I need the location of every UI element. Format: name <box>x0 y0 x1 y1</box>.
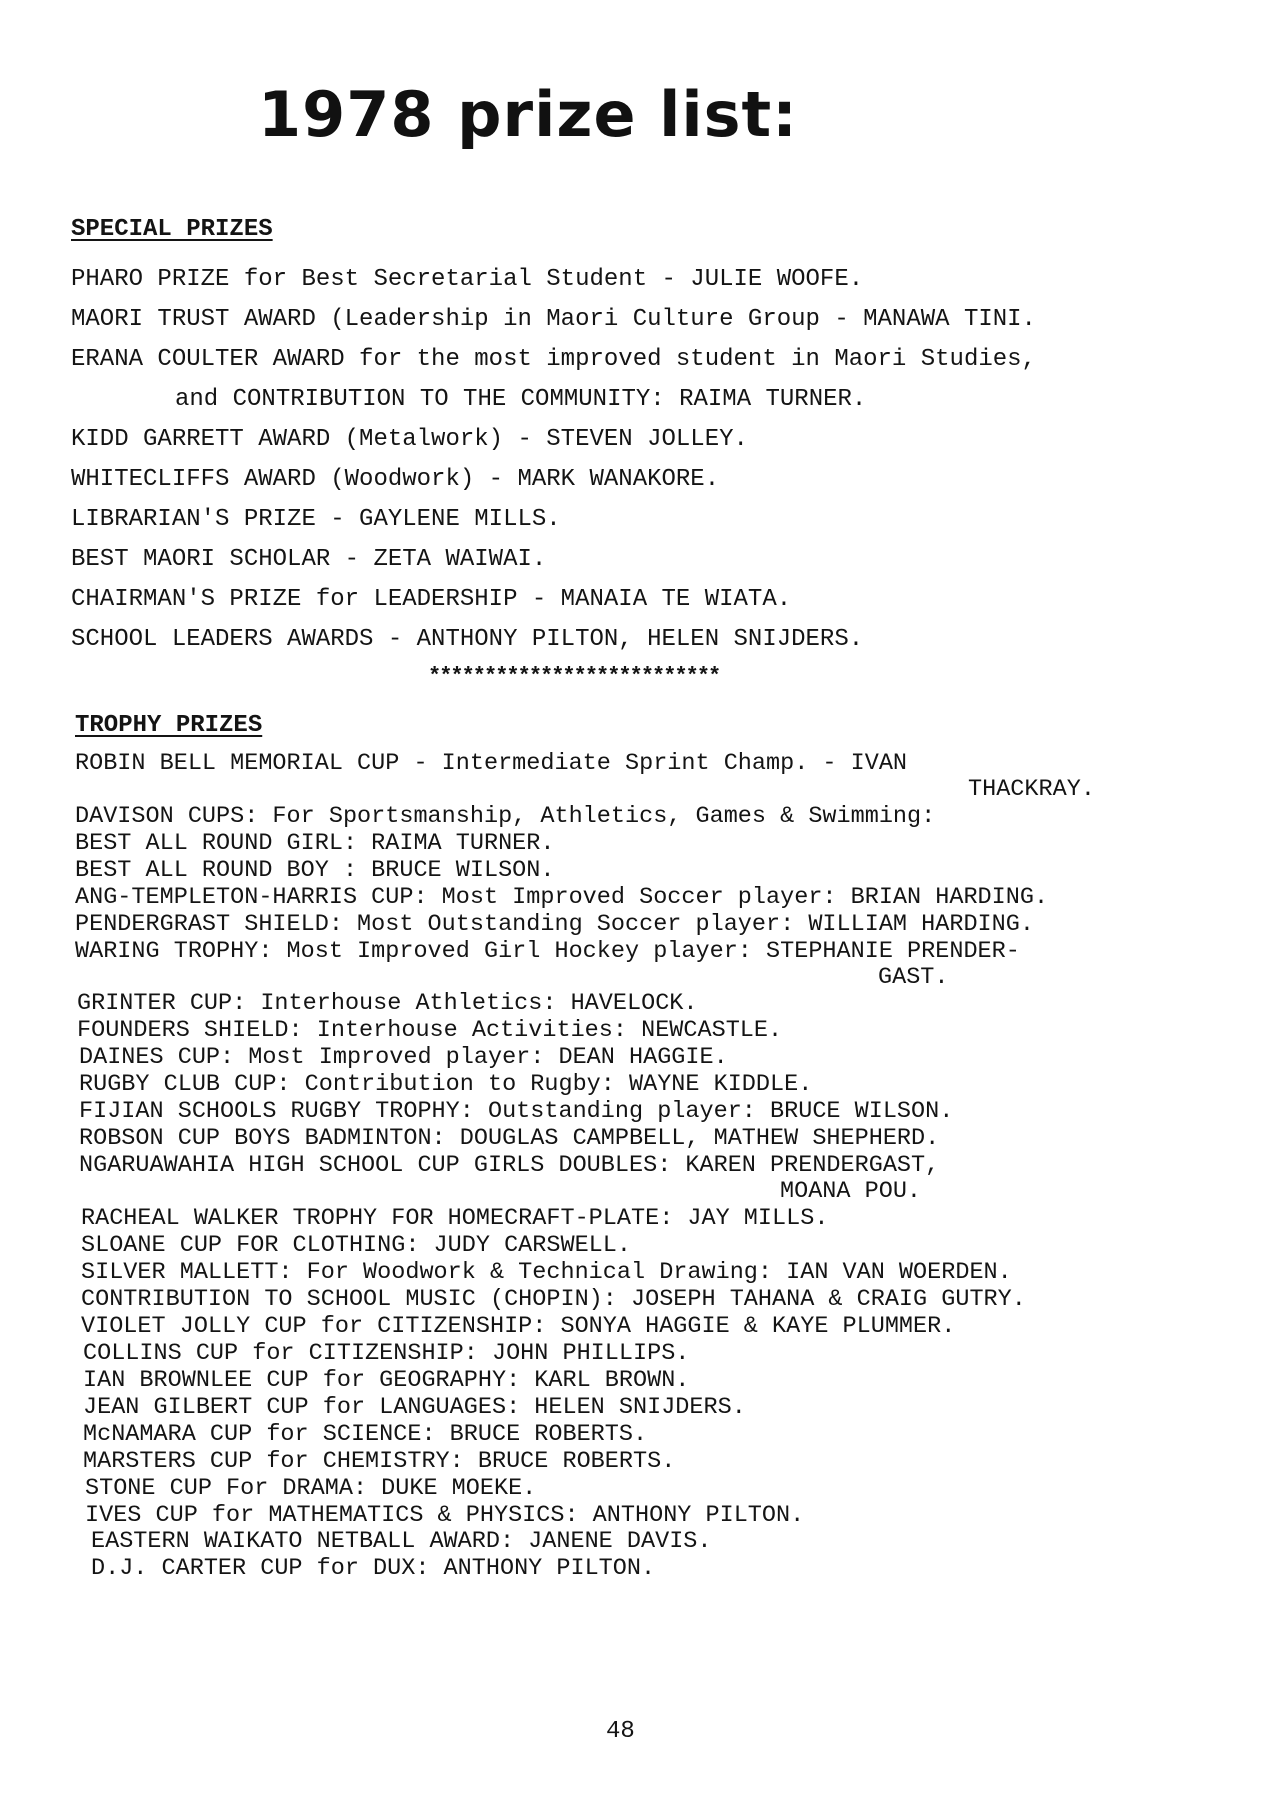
trophy-line: VIOLET JOLLY CUP for CITIZENSHIP: SONYA HAGGIE & KAYE PLUMMER. <box>81 1313 956 1340</box>
page-title: 1978 prize list: <box>258 78 798 151</box>
trophy-line: EASTERN WAIKATO NETBALL AWARD: JANENE DAVIS. <box>91 1528 712 1555</box>
trophy-line: CONTRIBUTION TO SCHOOL MUSIC (CHOPIN): JOSEPH TAHANA & CRAIG GUTRY. <box>81 1286 1026 1313</box>
trophy-line: MARSTERS CUP for CHEMISTRY: BRUCE ROBERTS. <box>83 1448 676 1475</box>
trophy-line: COLLINS CUP for CITIZENSHIP: JOHN PHILLIPS. <box>83 1340 690 1367</box>
prize-line: MAORI TRUST AWARD (Leadership in Maori Culture Group - MANAWA TINI. <box>71 306 1036 333</box>
prize-line: SCHOOL LEADERS AWARDS - ANTHONY PILTON, HELEN SNIJDERS. <box>71 626 864 653</box>
trophy-line: BEST ALL ROUND GIRL: RAIMA TURNER. <box>75 830 555 857</box>
trophy-line: GAST. <box>878 964 949 991</box>
special-prizes-heading: SPECIAL PRIZES <box>71 216 273 243</box>
trophy-line: JEAN GILBERT CUP for LANGUAGES: HELEN SNIJDERS. <box>83 1394 746 1421</box>
trophy-line: McNAMARA CUP for SCIENCE: BRUCE ROBERTS. <box>83 1421 648 1448</box>
trophy-line: DAINES CUP: Most Improved player: DEAN HAGGIE. <box>79 1044 728 1071</box>
prize-line: KIDD GARRETT AWARD (Metalwork) - STEVEN JOLLEY. <box>71 426 748 453</box>
separator-asterisks: ************************** <box>428 664 720 689</box>
prize-line: CHAIRMAN'S PRIZE for LEADERSHIP - MANAIA TE WIATA. <box>71 586 792 613</box>
trophy-line: RUGBY CLUB CUP: Contribution to Rugby: WAYNE KIDDLE. <box>79 1071 813 1098</box>
prize-line: BEST MAORI SCHOLAR - ZETA WAIWAI. <box>71 546 547 573</box>
trophy-line: IVES CUP for MATHEMATICS & PHYSICS: ANTHONY PILTON. <box>85 1502 805 1529</box>
page-number: 48 <box>606 1718 635 1745</box>
trophy-line: ROBSON CUP BOYS BADMINTON: DOUGLAS CAMPBELL, MATHEW SHEPHERD. <box>79 1125 940 1152</box>
trophy-prizes-heading: TROPHY PRIZES <box>75 712 263 739</box>
trophy-line: FOUNDERS SHIELD: Interhouse Activities: NEWCASTLE. <box>77 1017 783 1044</box>
trophy-line: STONE CUP For DRAMA: DUKE MOEKE. <box>85 1475 537 1502</box>
trophy-line: PENDERGRAST SHIELD: Most Outstanding Soccer player: WILLIAM HARDING. <box>75 911 1034 938</box>
trophy-line: IAN BROWNLEE CUP for GEOGRAPHY: KARL BROWN. <box>83 1367 690 1394</box>
prize-line: LIBRARIAN'S PRIZE - GAYLENE MILLS. <box>71 506 561 533</box>
trophy-line: MOANA POU. <box>780 1178 922 1205</box>
trophy-line: SLOANE CUP FOR CLOTHING: JUDY CARSWELL. <box>81 1232 631 1259</box>
trophy-line: D.J. CARTER CUP for DUX: ANTHONY PILTON. <box>91 1555 656 1582</box>
prize-line: and CONTRIBUTION TO THE COMMUNITY: RAIMA TURNER. <box>175 386 867 413</box>
trophy-line: FIJIAN SCHOOLS RUGBY TROPHY: Outstanding player: BRUCE WILSON. <box>79 1098 954 1125</box>
trophy-line: SILVER MALLETT: For Woodwork & Technical Drawing: IAN VAN WOERDEN. <box>81 1259 1012 1286</box>
trophy-line: ROBIN BELL MEMORIAL CUP - Intermediate Sprint Champ. - IVAN <box>75 750 908 777</box>
trophy-line: BEST ALL ROUND BOY : BRUCE WILSON. <box>75 857 555 884</box>
trophy-line: NGARUAWAHIA HIGH SCHOOL CUP GIRLS DOUBLES: KAREN PRENDERGAST, <box>79 1152 940 1179</box>
trophy-line: GRINTER CUP: Interhouse Athletics: HAVELOCK. <box>77 990 698 1017</box>
trophy-line: WARING TROPHY: Most Improved Girl Hockey player: STEPHANIE PRENDER- <box>75 938 1020 965</box>
prize-line: WHITECLIFFS AWARD (Woodwork) - MARK WANAKORE. <box>71 466 720 493</box>
prize-line: PHARO PRIZE for Best Secretarial Student - JULIE WOOFE. <box>71 266 864 293</box>
trophy-line: RACHEAL WALKER TROPHY FOR HOMECRAFT-PLATE: JAY MILLS. <box>81 1205 829 1232</box>
trophy-line: THACKRAY. <box>968 776 1095 803</box>
trophy-line: ANG-TEMPLETON-HARRIS CUP: Most Improved Soccer player: BRIAN HARDING. <box>75 884 1049 911</box>
trophy-line: DAVISON CUPS: For Sportsmanship, Athletics, Games & Swimming: <box>75 803 936 830</box>
prize-line: ERANA COULTER AWARD for the most improved student in Maori Studies, <box>71 346 1036 373</box>
